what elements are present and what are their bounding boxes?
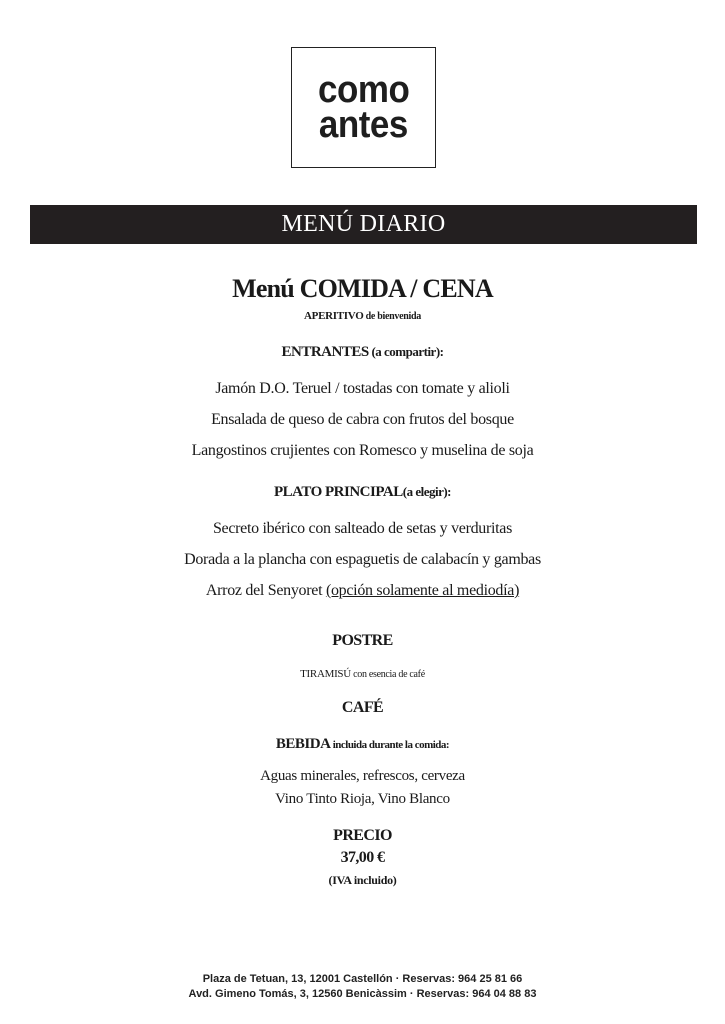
menu-title: Menú COMIDA / CENA (232, 274, 493, 303)
principal-item-1: Secreto ibérico con salteado de setas y verduritas (212, 520, 513, 537)
entrantes-label: ENTRANTES (281, 344, 369, 360)
aperitivo-label: APERITIVO (304, 310, 364, 322)
footer-address-benicassim: Avd. Gimeno Tomás, 3, 12560 Benicàssim · Reservas: 964 04 88 83 (188, 988, 537, 1000)
arroz-label: Arroz del Senyoret (205, 582, 323, 599)
bebida-heading (0, 736, 725, 753)
cafe-heading: CAFÉ (341, 699, 384, 716)
principal-item-arroz (0, 582, 725, 600)
como-antes-logo (291, 47, 436, 168)
bebida-label: BEBIDA (275, 736, 331, 752)
entrantes-heading (0, 344, 725, 361)
principal-sub: (a elegir): (402, 484, 452, 499)
footer-address-castellon: Plaza de Tetuan, 13, 12001 Castellón · Reservas: 964 25 81 66 (202, 973, 523, 985)
menu-diario-banner: MENÚ DIARIO (30, 205, 697, 244)
logo-line-antes: antes (318, 103, 409, 146)
principal-item-2: Dorada a la plancha con espaguetis de calabacín y gambas (184, 551, 541, 568)
bebida-sub: incluida durante la comida: (330, 739, 450, 751)
logo-line-como: como (317, 68, 410, 111)
entrante-item-2: Ensalada de queso de cabra con frutos del bosque (211, 411, 514, 428)
bebida-line-2: Vino Tinto Rioja, Vino Blanco (275, 791, 450, 807)
aperitivo-line (0, 310, 725, 322)
postre-heading: POSTRE (332, 632, 393, 649)
precio-iva: (IVA incluido) (328, 873, 397, 887)
postre-item-label: TIRAMISÚ (300, 668, 351, 680)
entrante-item-3: Langostinos crujientes con Romesco y muselina de soja (191, 442, 534, 459)
entrante-item-1: Jamón D.O. Teruel / tostadas con tomate y alioli (215, 380, 510, 397)
precio-label: PRECIO (333, 827, 392, 844)
postre-item-rest: con esencia de café (350, 669, 425, 680)
aperitivo-rest: de bienvenida (363, 311, 421, 322)
bebida-line-1: Aguas minerales, refrescos, cerveza (260, 768, 465, 784)
entrantes-sub: (a compartir): (368, 344, 444, 359)
arroz-note: (opción solamente al mediodía) (325, 582, 520, 599)
principal-heading (0, 484, 725, 501)
precio-amount: 37,00 € (340, 849, 385, 866)
principal-label: PLATO PRINCIPAL (273, 484, 403, 500)
postre-item (0, 668, 725, 680)
